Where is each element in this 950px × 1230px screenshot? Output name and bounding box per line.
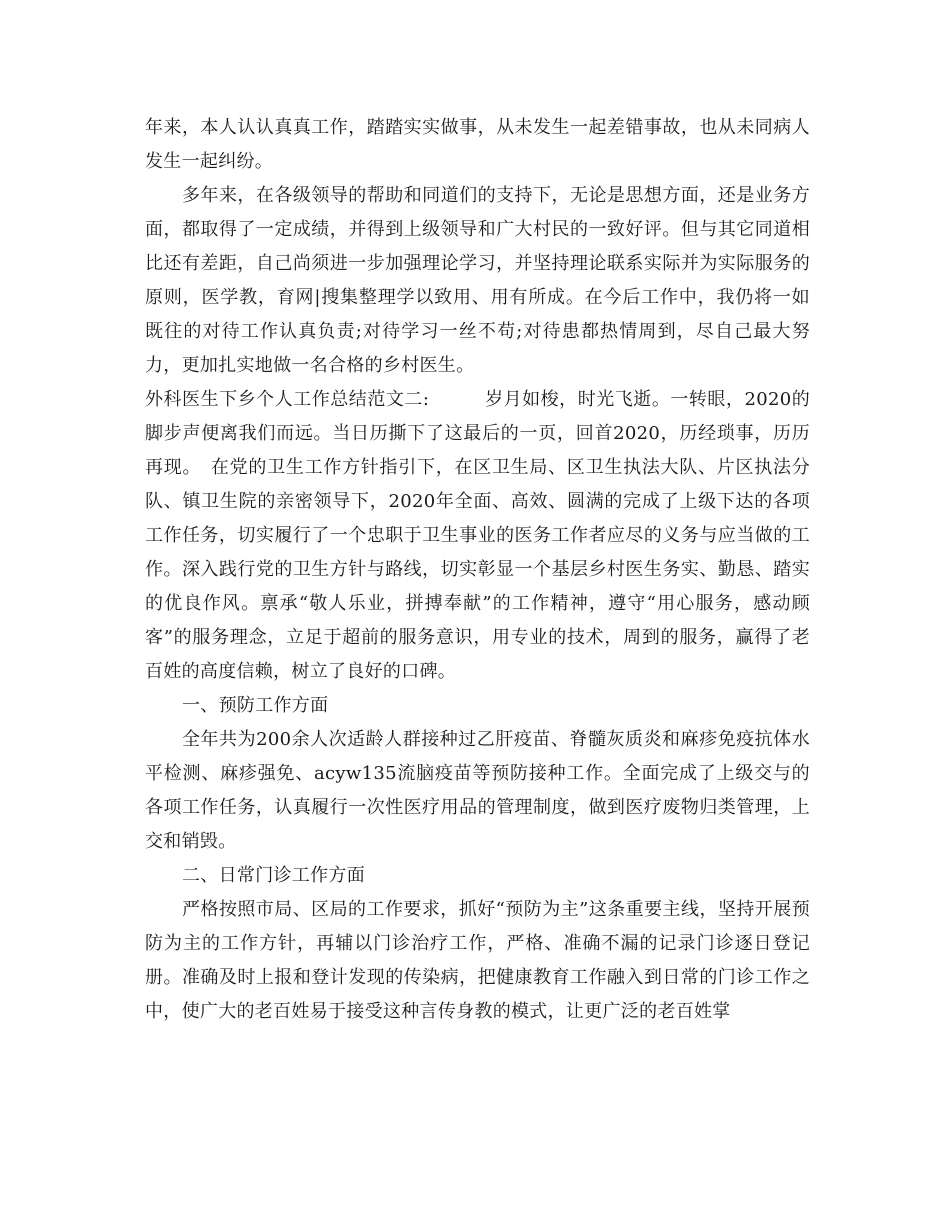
- paragraph-prevention: 全年共为200余人次适龄人群接种过乙肝疫苗、脊髓灰质炎和麻疹免疫抗体水平检测、麻疹强免、acyw135流脑疫苗等预防接种工作。全面完成了上级交与的各项工作任务，认真履行一次性医疗用品的管理制度，做到医疗废物归类管理，上交和销毁。: [145, 729, 810, 852]
- paragraph-continuation: 年来，本人认认真真工作，踏踏实实做事，从未发生一起差错事故，也从未同病人发生一起纠纷。: [145, 117, 810, 172]
- paragraph-sample-two-intro: 外科医生下乡个人工作总结范文二: 岁月如梭，时光飞逝。一转眼，2020的脚步声便离我们而远。当日历撕下了这最后的一页，回首2020，历经琐事，历历再现。 在党的卫生工作方针指引下，在区卫生局、区卫生执法大队、片区执法分队、镇卫生院的亲密领导下，2020年全面、高效、圆满的完成了上级下达的各项工作任务，切实履行了一个忠职于卫生事业的医务工作者应尽的义务与应当做的工作。深入践行党的卫生方针与路线，切实彰显一个基层乡村医生务实、勤恳、踏实的优良作风。禀承“敬人乐业，拼搏奉献”的工作精神，遵守“用心服务，感动顾客”的服务理念，立足于超前的服务意识，用专业的技术，周到的服务，赢得了老百姓的高度信赖，树立了良好的口碑。: [145, 389, 810, 682]
- paragraph-summary: 多年来，在各级领导的帮助和同道们的支持下，无论是思想方面，还是业务方面，都取得了一定成绩，并得到上级领导和广大村民的一致好评。但与其它同道相比还有差距，自己尚须进一步加强理论学习，并坚持理论联系实际并为实际服务的原则，医学教，育网|搜集整理学以致用、用有所成。在今后工作中，我仍将一如既往的对待工作认真负责;对待学习一丝不苟;对待患都热情周到，尽自己最大努力，更加扎实地做一名合格的乡村医生。: [145, 185, 810, 376]
- section-heading-prevention: 一、预防工作方面: [182, 695, 329, 716]
- document-body: [145, 111, 810, 1029]
- section-heading-outpatient: 二、日常门诊工作方面: [182, 865, 365, 886]
- paragraph-outpatient: 严格按照市局、区局的工作要求，抓好“预防为主”这条重要主线，坚持开展预防为主的工作方针，再辅以门诊治疗工作，严格、准确不漏的记录门诊逐日登记册。准确及时上报和登计发现的传染病，把健康教育工作融入到日常的门诊工作之中，使广大的老百姓易于接受这种言传身教的模式，让更广泛的老百姓掌: [145, 899, 810, 1022]
